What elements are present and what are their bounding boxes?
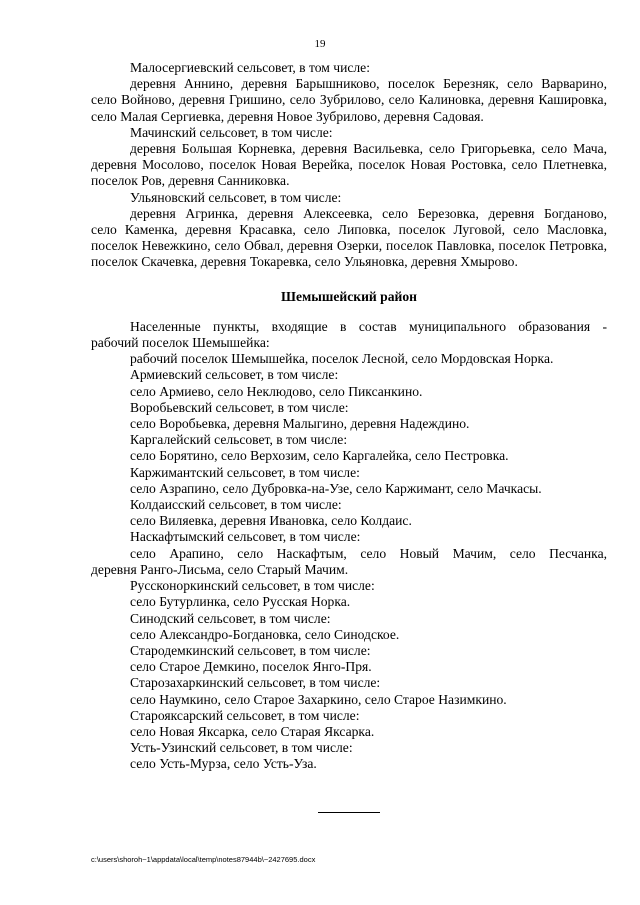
text-line: Старояксарский сельсовет, в том числе: (130, 707, 360, 723)
text-line: рабочий поселок Шемышейка, поселок Лесной, село Мордовская Норка. (130, 351, 554, 367)
text-line: Воробьевский сельсовет, в том числе: (130, 399, 349, 415)
text-line: село Азрапино, село Дубровка-на-Узе, село Каржимант, село Мачкасы. (130, 480, 542, 496)
text-line: село Старое Демкино, поселок Янго-Пря. (130, 659, 372, 675)
text-line: деревня Аннино, деревня Барышниково, поселок Березняк, село Варварино, (130, 76, 607, 92)
text-line: Усть-Узинский сельсовет, в том числе: (130, 740, 353, 756)
text-line: Стародемкинский сельсовет, в том числе: (130, 642, 371, 658)
text-line: поселок Ров, деревня Санниковка. (91, 173, 290, 189)
document-body (91, 60, 607, 773)
text-line: село Наумкино, село Старое Захаркино, село Старое Назимкино. (130, 691, 507, 707)
text-line: Старозахаркинский сельсовет, в том числе: (130, 675, 381, 691)
text-line: поселок Невежкино, село Обвал, деревня Озерки, поселок Павловка, поселок Петровка, (91, 238, 607, 254)
text-line: село Арапино, село Наскафтым, село Новый Мачим, село Песчанка, (130, 545, 607, 561)
text-line: Каржимантский сельсовет, в том числе: (130, 464, 360, 480)
text-line: село Войново, деревня Гришино, село Зубрилово, село Калиновка, деревня Кашировка, (91, 92, 607, 108)
separator-line (318, 812, 380, 813)
text-line: село Борятино, село Верхозим, село Каргалейка, село Пестровка. (130, 448, 509, 464)
section-heading: Шемышейский район (281, 288, 417, 304)
text-line: рабочий поселок Шемышейка: (91, 335, 270, 351)
text-line: село Каменка, деревня Красавка, село Липовка, поселок Луговой, село Масловка, (91, 222, 607, 238)
text-line: Мачинский сельсовет, в том числе: (130, 124, 333, 140)
text-line: село Бутурлинка, село Русская Норка. (130, 594, 351, 610)
text-line: село Армиево, село Неклюдово, село Пиксанкино. (130, 383, 423, 399)
text-line: село Виляевка, деревня Ивановка, село Колдаис. (130, 513, 412, 529)
text-line: село Александро-Богдановка, село Синодское. (130, 626, 400, 642)
text-line: Армиевский сельсовет, в том числе: (130, 367, 339, 383)
file-path-footer: c:\users\shoroh~1\appdata\local\temp\notes87944b\~2427695.docx (91, 855, 316, 864)
text-line: Наскафтымский сельсовет, в том числе: (130, 529, 361, 545)
text-line: село Воробьевка, деревня Малыгино, деревня Надеждино. (130, 416, 470, 432)
text-line: село Новая Яксарка, село Старая Яксарка. (130, 723, 375, 739)
text-line: село Малая Сергиевка, деревня Новое Зубрилово, деревня Садовая. (91, 108, 484, 124)
text-line: Колдаисский сельсовет, в том числе: (130, 497, 342, 513)
text-line: Синодский сельсовет, в том числе: (130, 610, 331, 626)
text-line: деревня Агринка, деревня Алексеевка, село Березовка, деревня Богданово, (130, 205, 607, 221)
text-line: Малосергиевский сельсовет, в том числе: (130, 60, 370, 75)
text-line: Ульяновский сельсовет, в том числе: (130, 189, 342, 205)
text-line: деревня Ранго-Лисьма, село Старый Мачим. (91, 561, 349, 577)
text-line: Руссконоркинский сельсовет, в том числе: (130, 578, 375, 594)
text-line: поселок Скачевка, деревня Токаревка, село Ульяновка, деревня Хмырово. (91, 254, 518, 270)
text-line: деревня Большая Корневка, деревня Васильевка, село Григорьевка, село Мача, (130, 141, 607, 157)
text-line: село Усть-Мурза, село Усть-Уза. (130, 756, 317, 772)
text-line: Населенные пункты, входящие в состав муниципального образования - (130, 318, 607, 334)
text-line: Каргалейский сельсовет, в том числе: (130, 432, 348, 448)
text-line: деревня Мосолово, поселок Новая Верейка, поселок Новая Ростовка, село Плетневка, (91, 157, 607, 173)
page-number: 19 (314, 38, 326, 50)
